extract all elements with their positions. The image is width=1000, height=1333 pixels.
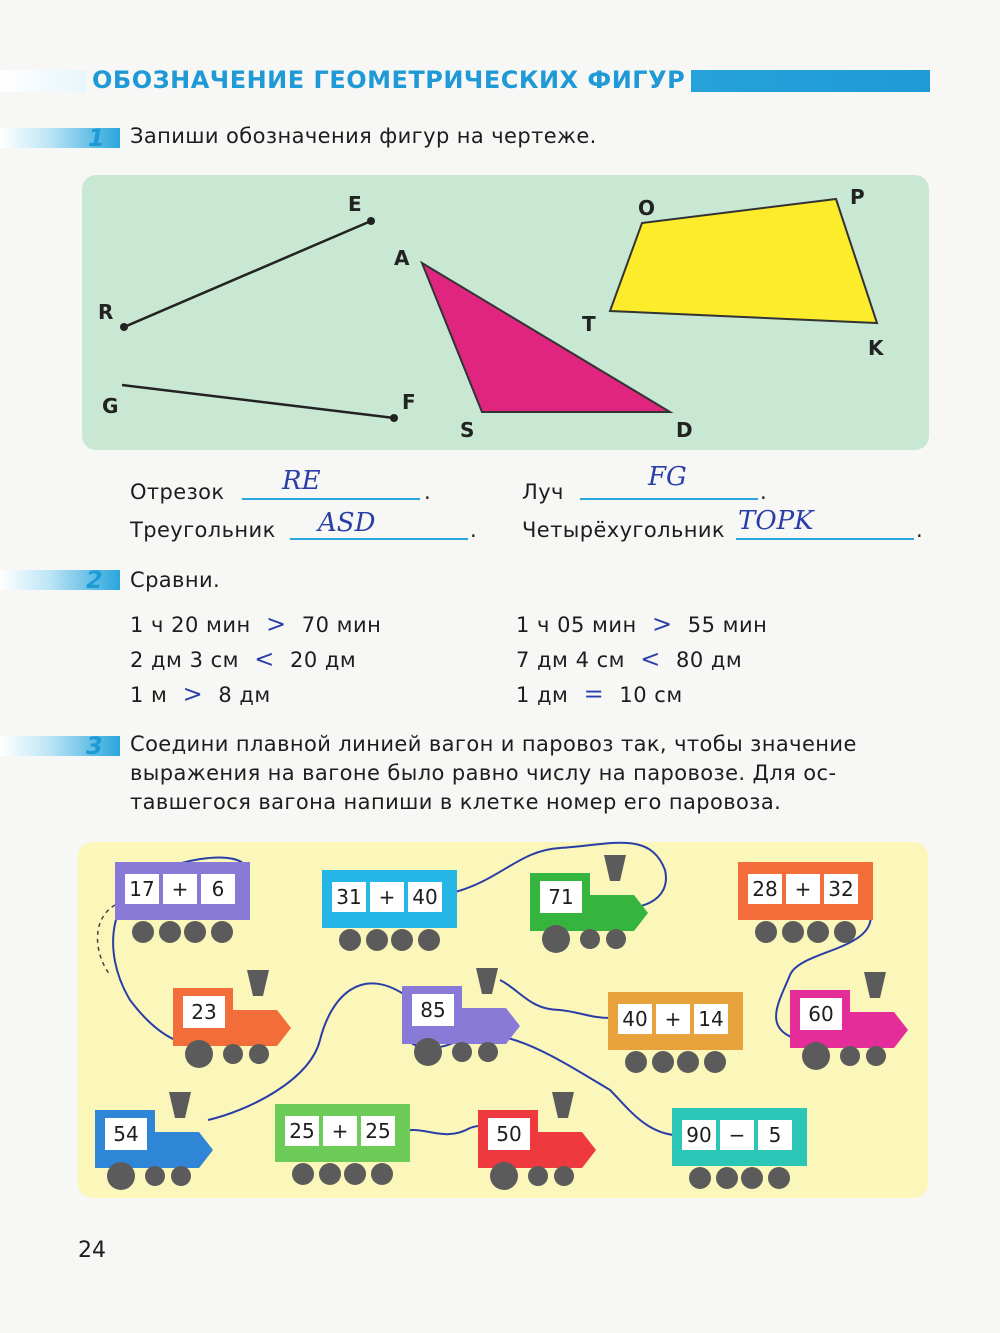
wheel: [249, 1044, 269, 1064]
number-cell: 31: [332, 882, 366, 912]
wheel: [840, 1046, 860, 1066]
wheel: [478, 1042, 498, 1062]
operator-cell: −: [720, 1120, 754, 1150]
label-r: R: [98, 300, 114, 324]
quadrilateral-answer: TOPK: [738, 506, 814, 536]
compare-row: 2 дм 3 см < 20 дм: [130, 645, 357, 673]
wheel: [145, 1166, 165, 1186]
wheel: [554, 1166, 574, 1186]
number-cell: 40: [408, 882, 442, 912]
compare-row: 1 ч 05 мин > 55 мин: [516, 610, 768, 638]
wheel: [834, 921, 856, 943]
chimney: [247, 970, 269, 996]
wheel: [528, 1166, 548, 1186]
task-instruction: Сравни.: [130, 568, 221, 592]
compare-row: 1 дм = 10 см: [516, 680, 683, 708]
number-cell: 90: [682, 1120, 716, 1150]
engine-number-cell: 54: [105, 1118, 147, 1150]
operator-cell: +: [163, 874, 197, 904]
wheel: [223, 1044, 243, 1064]
wheel: [716, 1167, 738, 1189]
page-number: 24: [78, 1238, 106, 1263]
compare-sign: <: [254, 645, 275, 673]
wagon[interactable]: [322, 870, 457, 955]
compare-sign: <: [640, 645, 661, 673]
number-cell: 28: [748, 874, 782, 904]
wagon[interactable]: [672, 1108, 807, 1193]
wheel: [371, 1163, 393, 1185]
wheel: [689, 1167, 711, 1189]
task-number: 1: [88, 124, 105, 152]
compare-sign: >: [265, 610, 287, 638]
label-e: E: [348, 192, 362, 216]
number-cell: 6: [201, 874, 235, 904]
task-number: 3: [86, 732, 103, 760]
compare-sign: =: [583, 680, 605, 708]
label-g: G: [102, 394, 119, 418]
engine-number-cell: 85: [412, 994, 454, 1026]
wheel: [366, 929, 388, 951]
task-number: 2: [86, 566, 103, 594]
wheel: [418, 929, 440, 951]
wheel: [542, 925, 570, 953]
label-f: F: [402, 390, 416, 414]
wheel: [755, 921, 777, 943]
number-cell: 40: [618, 1004, 652, 1034]
engine-number-cell: 23: [183, 996, 225, 1028]
label-o: O: [638, 196, 656, 220]
number-cell: 5: [758, 1120, 792, 1150]
wheel: [652, 1051, 674, 1073]
task-instruction: Запиши обозначения фигур на чертеже.: [130, 124, 597, 148]
page-title: ОБОЗНАЧЕНИЕ ГЕОМЕТРИЧЕСКИХ ФИГУР: [86, 64, 691, 96]
label-d: D: [676, 418, 693, 442]
wagon[interactable]: [608, 992, 743, 1077]
task-instruction-line: Соедини плавной линией вагон и паровоз так, чтобы значение: [130, 732, 857, 756]
triangle-label: Треугольник: [130, 518, 276, 542]
task-instruction-line: выражения на вагоне было равно числу на паровозе. Для ос-: [130, 761, 837, 785]
wheel: [414, 1038, 442, 1066]
compare-row: 1 м > 8 дм: [130, 680, 271, 708]
number-cell: 32: [824, 874, 858, 904]
wheel: [741, 1167, 763, 1189]
wheel: [211, 921, 233, 943]
wheel: [782, 921, 804, 943]
wheel: [580, 929, 600, 949]
wheel: [677, 1051, 699, 1073]
triangle-answer: ASD: [318, 508, 376, 538]
number-cell: 25: [361, 1116, 395, 1146]
wheel: [807, 921, 829, 943]
wheel: [606, 929, 626, 949]
wheel: [107, 1162, 135, 1190]
wheel: [344, 1163, 366, 1185]
wheel: [768, 1167, 790, 1189]
chimney: [604, 855, 626, 881]
wheel: [339, 929, 361, 951]
engine[interactable]: [790, 972, 910, 1072]
wheel: [704, 1051, 726, 1073]
compare-row: 7 дм 4 см < 80 дм: [516, 645, 743, 673]
wheel: [452, 1042, 472, 1062]
wheel: [132, 921, 154, 943]
number-cell: 17: [125, 874, 159, 904]
chimney: [552, 1092, 574, 1118]
engine-number-cell: 60: [800, 998, 842, 1030]
wheel: [625, 1051, 647, 1073]
engine-number-cell: 50: [488, 1118, 530, 1150]
operator-cell: +: [370, 882, 404, 912]
ray-label: Луч: [522, 480, 564, 504]
compare-row: 1 ч 20 мин > 70 мин: [130, 610, 382, 638]
wheel: [802, 1042, 830, 1070]
engine-number-cell: 71: [540, 881, 582, 913]
engine[interactable]: [95, 1092, 215, 1192]
label-a: A: [394, 246, 410, 270]
wheel: [391, 929, 413, 951]
wheel: [184, 921, 206, 943]
operator-cell: +: [323, 1116, 357, 1146]
operator-cell: +: [656, 1004, 690, 1034]
compare-sign: >: [651, 610, 673, 638]
label-t: T: [582, 312, 596, 336]
quadrilateral-label: Четырёхугольник: [522, 518, 725, 542]
ray-answer: FG: [648, 462, 687, 492]
wheel: [490, 1162, 518, 1190]
label-k: K: [868, 336, 884, 360]
number-cell: 25: [285, 1116, 319, 1146]
wagon[interactable]: [115, 862, 250, 947]
label-s: S: [460, 418, 475, 442]
engine[interactable]: [478, 1092, 598, 1192]
chimney: [864, 972, 886, 998]
segment-answer: RE: [282, 466, 321, 496]
wheel: [292, 1163, 314, 1185]
wagon[interactable]: [738, 862, 873, 947]
engine[interactable]: [530, 855, 650, 955]
chimney: [476, 968, 498, 994]
wheel: [159, 921, 181, 943]
segment-label: Отрезок: [130, 480, 225, 504]
label-p: P: [850, 185, 865, 209]
compare-sign: >: [182, 680, 204, 708]
task-instruction-line: тавшегося вагона напиши в клетке номер его паровоза.: [130, 790, 782, 814]
engine[interactable]: [402, 968, 522, 1068]
engine[interactable]: [173, 970, 293, 1070]
wheel: [866, 1046, 886, 1066]
wagon[interactable]: [275, 1104, 410, 1189]
operator-cell: +: [786, 874, 820, 904]
wheel: [171, 1166, 191, 1186]
wheel: [185, 1040, 213, 1068]
wheel: [319, 1163, 341, 1185]
chimney: [169, 1092, 191, 1118]
number-cell: 14: [694, 1004, 728, 1034]
